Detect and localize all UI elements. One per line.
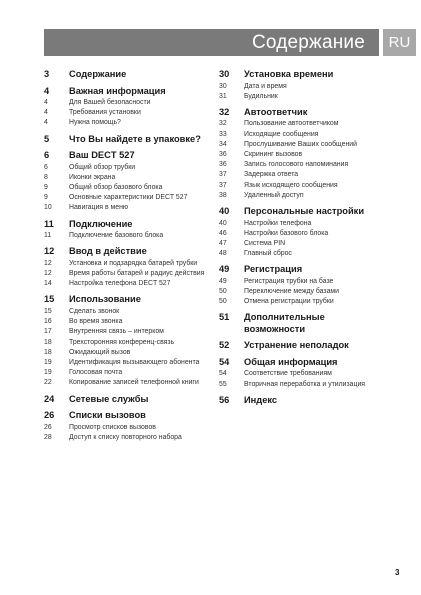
- toc-section-page: 12: [44, 246, 55, 257]
- toc-item-label: Отмена регистрации трубки: [244, 298, 334, 306]
- toc-item-label: Язык исходящего сообщения: [244, 181, 338, 189]
- toc-item[interactable]: [219, 229, 384, 239]
- toc-section-title: Устранение неполадок: [244, 340, 349, 351]
- language-badge: RU: [383, 29, 416, 56]
- toc-item-label: Доступ к списку повторного набора: [69, 433, 182, 441]
- toc-section-heading[interactable]: [219, 264, 384, 276]
- toc-item-page: 9: [44, 184, 48, 192]
- toc-item-label: Время работы батарей и радиус действия: [69, 270, 205, 278]
- toc-section: [219, 264, 384, 307]
- toc-item[interactable]: [44, 269, 206, 279]
- toc-section: [219, 69, 384, 102]
- toc-item-page: 14: [44, 280, 52, 288]
- toc-item-page: 34: [219, 140, 227, 148]
- toc-item-label: Настройка телефона DECT 527: [69, 280, 171, 288]
- toc-section-title: Содержание: [69, 69, 127, 79]
- page-number: 3: [395, 568, 400, 577]
- toc-section-heading[interactable]: [219, 357, 384, 369]
- toc-item[interactable]: [44, 423, 206, 433]
- toc-item-page: 54: [219, 370, 227, 378]
- toc-item[interactable]: [219, 239, 384, 249]
- toc-section-page: 4: [44, 85, 50, 96]
- toc-item[interactable]: [44, 203, 206, 213]
- toc-item-page: 36: [219, 161, 227, 169]
- toc-section-page: 24: [44, 393, 55, 404]
- toc-item[interactable]: [44, 368, 206, 378]
- toc-section-title: Ваш DECT 527: [69, 150, 135, 161]
- toc-item-page: 18: [44, 348, 52, 356]
- toc-item-label: Идентификация вызывающего абонента: [69, 358, 200, 366]
- toc-item-label: Установка и подзарядка батарей трубки: [69, 259, 198, 267]
- toc-item-page: 31: [219, 92, 227, 100]
- toc-section-title: Что Вы найдете в упаковке?: [69, 133, 201, 144]
- toc-item-label: Исходящие сообщения: [244, 130, 319, 138]
- toc-item[interactable]: [219, 119, 384, 129]
- toc-item-label: Настройки телефона: [244, 219, 312, 227]
- toc-section: [44, 294, 206, 388]
- toc-item-page: 15: [44, 307, 52, 315]
- toc-item-page: 37: [219, 171, 227, 179]
- toc-item-page: 11: [44, 232, 52, 240]
- toc-section-page: 11: [44, 218, 54, 229]
- toc-left-column: [44, 69, 206, 448]
- toc-item-page: 55: [219, 380, 227, 388]
- toc-item[interactable]: [219, 369, 384, 379]
- toc-item[interactable]: [219, 130, 384, 140]
- toc-item[interactable]: [44, 433, 206, 443]
- toc-item-page: 22: [44, 379, 52, 387]
- toc-item[interactable]: [44, 338, 206, 348]
- toc-item-label: Регистрация трубки на базе: [244, 277, 334, 285]
- toc-section: [219, 340, 384, 352]
- toc-item-label: Нужна помощь?: [69, 119, 121, 127]
- toc-item-label: Дата и время: [244, 82, 287, 90]
- toc-item-page: 4: [44, 99, 48, 106]
- toc-section-page: 52: [219, 340, 230, 351]
- toc-item-page: 8: [44, 173, 48, 181]
- toc-item[interactable]: [44, 163, 206, 173]
- toc-item[interactable]: [44, 118, 206, 128]
- page-title: Содержание: [251, 32, 365, 53]
- toc-section-heading[interactable]: [44, 150, 206, 162]
- toc-section: [219, 107, 384, 201]
- toc-item[interactable]: [219, 287, 384, 297]
- toc-section-page: 6: [44, 150, 50, 161]
- toc-item-label: Переключение между базами: [244, 288, 340, 296]
- toc-item-label: Внутренняя связь – интерком: [69, 328, 164, 336]
- toc-item-page: 50: [219, 288, 227, 296]
- toc-section-heading[interactable]: [44, 410, 206, 422]
- toc-item[interactable]: [44, 231, 206, 241]
- toc-section-title: Индекс: [244, 394, 278, 405]
- toc-section-heading[interactable]: [219, 107, 384, 119]
- toc-item-label: Соответствие требованиям: [244, 370, 332, 378]
- toc-item[interactable]: [44, 108, 206, 118]
- toc-item[interactable]: [44, 173, 206, 183]
- toc-section-heading[interactable]: [44, 394, 206, 406]
- toc-section-page: 49: [219, 264, 230, 275]
- toc-section-heading[interactable]: [44, 86, 206, 98]
- toc-section-heading[interactable]: [44, 294, 206, 306]
- toc-item-page: 49: [219, 277, 227, 285]
- toc-section: [44, 410, 206, 443]
- toc-section: [219, 395, 384, 407]
- toc-item-page: 28: [44, 433, 52, 441]
- toc-item-page: 30: [219, 82, 227, 90]
- toc-item-label: Прослушивание Ваших сообщений: [244, 140, 357, 148]
- toc-section-page: 40: [219, 206, 230, 217]
- toc-item-page: 50: [219, 298, 227, 306]
- toc-right-column: [219, 69, 384, 411]
- toc-item-label: Требования установки: [69, 109, 141, 117]
- toc-item[interactable]: [219, 181, 384, 191]
- toc-section-heading[interactable]: [44, 134, 206, 146]
- toc-section: [44, 394, 206, 406]
- toc-section-title: Использование: [69, 294, 141, 305]
- toc-section-heading[interactable]: [44, 69, 206, 81]
- toc-section-title: Сетевые службы: [69, 393, 149, 404]
- toc-section-title: Общая информация: [244, 356, 338, 367]
- toc-section-page: 3: [44, 69, 50, 79]
- toc-section-title: Дополнительные возможности: [244, 312, 325, 334]
- toc-item-page: 37: [219, 181, 227, 189]
- toc-item-page: 16: [44, 318, 52, 326]
- toc-item-label: Удаленный доступ: [244, 191, 304, 199]
- toc-item-page: 36: [219, 151, 227, 159]
- toc-item-page: 26: [44, 423, 52, 431]
- toc-item-label: Основные характеристики DECT 527: [69, 194, 188, 202]
- toc-section: [44, 219, 206, 242]
- toc-item-page: 17: [44, 328, 52, 336]
- toc-item-label: Главный сброс: [244, 250, 292, 258]
- toc-item[interactable]: [44, 259, 206, 269]
- toc-section-title: Персональные настройки: [244, 206, 365, 217]
- toc-item-label: Иконки экрана: [69, 173, 116, 181]
- toc-item[interactable]: [44, 358, 206, 368]
- toc-item-page: 38: [219, 191, 227, 199]
- toc-item-label: Скрининг вызовов: [244, 151, 303, 159]
- toc-section-heading[interactable]: [219, 340, 384, 352]
- toc-section-heading[interactable]: [219, 395, 384, 407]
- toc-item[interactable]: [219, 277, 384, 287]
- toc-section: [219, 312, 384, 335]
- toc-item[interactable]: [219, 249, 384, 259]
- toc-item-page: 40: [219, 219, 227, 227]
- toc-item-label: Будильник: [244, 92, 278, 100]
- toc-section: [219, 206, 384, 259]
- toc-section-title: Регистрация: [244, 264, 303, 275]
- toc-section-page: 30: [219, 69, 230, 79]
- toc-item[interactable]: [44, 183, 206, 193]
- toc-item-label: Задержка ответа: [244, 171, 299, 179]
- toc-item-label: Во время звонка: [69, 318, 123, 326]
- toc-item-page: 19: [44, 358, 52, 366]
- toc-section-page: 32: [219, 106, 230, 117]
- toc-section-heading[interactable]: [219, 206, 384, 218]
- toc-item-label: Ожидающий вызов: [69, 348, 131, 356]
- toc-section-title: Ввод в действие: [69, 246, 147, 257]
- toc-item-label: Система PIN: [244, 239, 286, 247]
- toc-item-page: 19: [44, 369, 52, 377]
- toc-item-label: Подключение базового блока: [69, 232, 164, 240]
- toc-item[interactable]: [219, 92, 384, 102]
- toc-section: [44, 69, 206, 81]
- toc-section-heading[interactable]: [219, 69, 384, 81]
- toc-item-page: 10: [44, 204, 52, 212]
- toc-item-page: 12: [44, 270, 52, 278]
- toc-item-label: Настройки базового блока: [244, 229, 329, 237]
- toc-item-page: 18: [44, 338, 52, 346]
- toc-item-page: 48: [219, 250, 227, 258]
- toc-section-page: 51: [219, 312, 230, 323]
- toc-item-page: 4: [44, 119, 48, 127]
- toc-item-page: 6: [44, 163, 48, 171]
- toc-section-page: 15: [44, 294, 55, 305]
- toc-item[interactable]: [44, 348, 206, 358]
- toc-item[interactable]: [219, 219, 384, 229]
- toc-section: [44, 150, 206, 214]
- toc-item-label: Трехсторонняя конференц-связь: [69, 338, 175, 346]
- toc-section: [44, 246, 206, 289]
- toc-item[interactable]: [219, 140, 384, 150]
- toc-section-title: Подключение: [69, 218, 133, 229]
- toc-section: [44, 86, 206, 129]
- toc-item-label: Пользование автоответчиком: [244, 120, 339, 128]
- toc-item[interactable]: [219, 297, 384, 307]
- toc-item[interactable]: [44, 327, 206, 337]
- toc-item[interactable]: [219, 160, 384, 170]
- toc-item-label: Для Вашей безопасности: [69, 99, 151, 106]
- toc-section-heading[interactable]: [44, 219, 206, 231]
- toc-item[interactable]: [44, 279, 206, 289]
- toc-item-label: Вторичная переработка и утилизация: [244, 380, 366, 388]
- toc-section-page: 56: [219, 394, 230, 405]
- toc-item-page: 47: [219, 239, 227, 247]
- toc-item-page: 46: [219, 229, 227, 237]
- toc-section: [44, 134, 206, 146]
- toc-section-heading[interactable]: [219, 312, 384, 335]
- toc-section-page: 5: [44, 133, 50, 144]
- toc-section-page: 26: [44, 410, 55, 421]
- toc-item-label: Общий обзор трубки: [69, 163, 136, 171]
- toc-section-title: Автоответчик: [244, 106, 308, 117]
- toc-item-page: 4: [44, 109, 48, 117]
- toc-item-page: 9: [44, 194, 48, 202]
- toc-item-label: Запись голосового напоминания: [244, 161, 349, 169]
- toc-item[interactable]: [219, 170, 384, 180]
- toc-item-page: 33: [219, 130, 227, 138]
- toc-item-label: Просмотр списков вызовов: [69, 423, 156, 431]
- toc-section-heading[interactable]: [44, 246, 206, 258]
- toc-item-page: 12: [44, 259, 52, 267]
- toc-item[interactable]: [44, 317, 206, 327]
- toc-item[interactable]: [219, 150, 384, 160]
- toc-section: [219, 357, 384, 390]
- toc-item-label: Навигация в меню: [69, 204, 129, 212]
- toc-section-page: 54: [219, 356, 230, 367]
- toc-item[interactable]: [219, 191, 384, 201]
- toc-section-title: Важная информация: [69, 85, 166, 96]
- toc-item[interactable]: [44, 307, 206, 317]
- toc-item[interactable]: [44, 193, 206, 203]
- toc-item-label: Голосовая почта: [69, 369, 123, 377]
- toc-item-page: 32: [219, 120, 227, 128]
- toc-section-title: Списки вызовов: [69, 410, 146, 421]
- toc-item[interactable]: [44, 98, 206, 108]
- toc-item-label: Копирование записей телефонной книги: [69, 379, 199, 387]
- toc-item-label: Общий обзор базового блока: [69, 184, 163, 192]
- toc-item[interactable]: [219, 82, 384, 92]
- toc-item-label: Сделать звонок: [69, 307, 120, 315]
- toc-section-title: Установка времени: [244, 69, 334, 79]
- toc-item[interactable]: [219, 380, 384, 390]
- toc-item[interactable]: [44, 378, 206, 388]
